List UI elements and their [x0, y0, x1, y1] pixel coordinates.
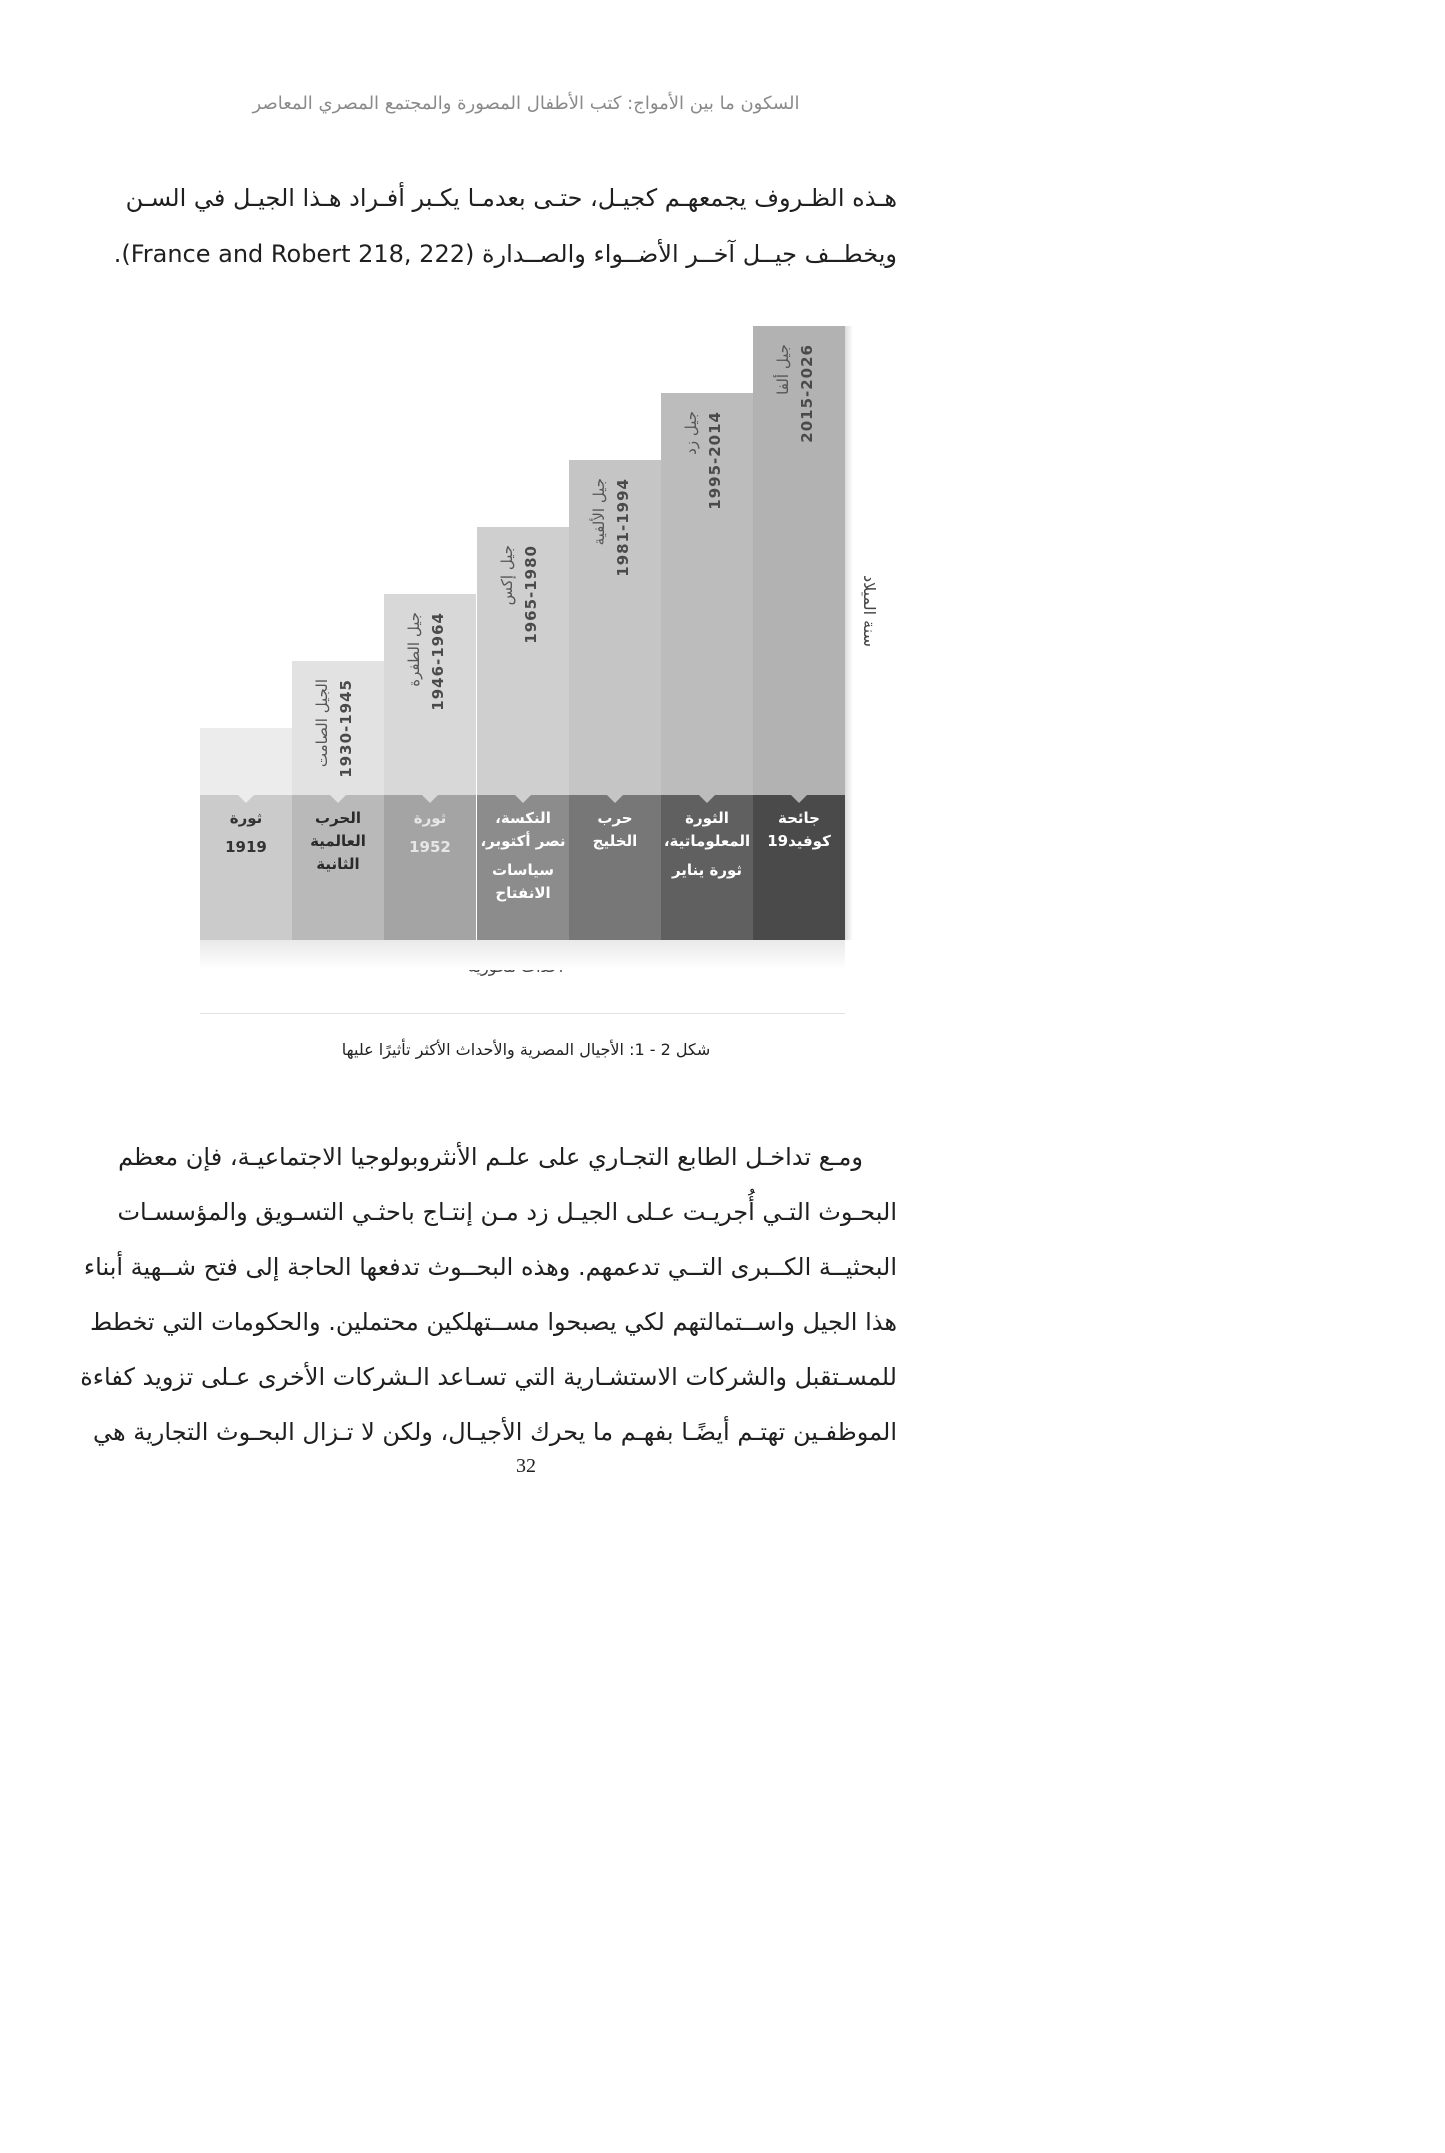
notch-marker	[607, 795, 623, 803]
event-label: نصر أكتوبر،	[480, 832, 566, 850]
event-label: الحرب	[315, 809, 361, 827]
event-label: الثانية	[316, 855, 360, 873]
generation-name: جيل إكس	[498, 545, 516, 606]
event-cell	[753, 795, 845, 940]
event-label: ثورة	[413, 809, 447, 827]
y-axis-label: سنة الميلاد	[860, 575, 879, 647]
generation-name: جيل ألفا	[774, 344, 792, 395]
generation-years: 1946-1964	[429, 612, 447, 711]
event-cell	[292, 795, 384, 940]
notch-marker	[791, 795, 807, 803]
event-label: 1952	[409, 838, 451, 856]
paragraph-line: البحـوث التـي أُجريـت عـلى الجيـل زد مـن إنتـاج باحثـي التسـويق والمؤسسـات	[117, 1198, 897, 1226]
event-label: العالمية	[310, 832, 366, 850]
running-head: السكون ما بين الأمواج: كتب الأطفال المصورة والمجتمع المصري المعاصر	[252, 93, 800, 114]
event-label: ثورة يناير	[671, 861, 743, 879]
event-label: حرب	[597, 809, 633, 827]
event-label: الخليج	[592, 832, 638, 850]
event-label: النكسة،	[495, 809, 551, 827]
event-label: جائحة	[778, 809, 820, 827]
notch-marker	[330, 795, 346, 803]
generation-years: 1965-1980	[522, 545, 540, 644]
event-label: المعلوماتية،	[663, 832, 751, 850]
figure-side-shadow	[845, 326, 853, 940]
notch-marker	[515, 795, 531, 803]
paragraph-line: للمسـتقبل والشركات الاستشـارية التي تسـاعد الـشركات الأخرى عـلى تزويد كفاءة	[80, 1363, 897, 1391]
generation-name: جيل الألفية	[590, 478, 608, 546]
event-label: الثورة	[685, 809, 729, 827]
paragraph-line: ومـع تداخـل الطابع التجـاري على علـم الأنثروبولوجيا الاجتماعيـة، فإن معظم	[118, 1143, 863, 1171]
generation-name: الجيل الصامت	[313, 679, 331, 768]
generation-name: جيل الطفرة	[405, 612, 423, 687]
event-label: 1919	[225, 838, 267, 856]
event-label: سياسات	[492, 861, 554, 879]
generation-years: 1981-1994	[614, 478, 632, 577]
event-cell	[477, 795, 569, 940]
event-cell	[661, 795, 753, 940]
paragraph-line: البحثيــة الكــبرى التــي تدعمهم. وهذه البحــوث تدفعها الحاجة إلى فتح شــهية أبناء	[83, 1253, 897, 1281]
event-cell	[569, 795, 661, 940]
paragraph-1	[113, 170, 897, 282]
caption-rule	[200, 1013, 845, 1014]
generation-years: 1930-1945	[337, 679, 355, 778]
notch-marker	[238, 795, 254, 803]
event-cell	[200, 795, 292, 940]
notch-marker	[422, 795, 438, 803]
generation-name: جيل زد	[682, 411, 700, 455]
paragraph-line: هذا الجيل واســتمالتهم لكي يصبحوا مســتهلكين محتملين. والحكومات التي تخطط	[89, 1308, 897, 1336]
figure-caption: شكل 2 - 1: الأجيال المصرية والأحداث الأكثر تأثيرًا عليها	[341, 1040, 711, 1059]
generation-column	[200, 728, 292, 795]
page-number: 32	[516, 1455, 536, 1477]
event-label: ثورة	[229, 809, 263, 827]
paragraph-line: ويخطــف جيــل آخــر الأضــواء والصــدارة (France and Robert 218, 222).	[113, 240, 897, 268]
figure-shadow	[200, 940, 845, 970]
paragraph-line: هـذه الظـروف يجمعهـم كجيـل، حتـى بعدمـا يكـبر أفـراد هـذا الجيـل في السـن	[125, 184, 897, 212]
generation-years: 1995-2014	[706, 411, 724, 510]
generation-years: 2015-2026	[798, 344, 816, 443]
event-label: كوفيد19	[767, 832, 831, 850]
event-cell	[384, 795, 476, 940]
event-label: الانفتاح	[495, 884, 551, 902]
paragraph-2	[80, 1130, 897, 1460]
notch-marker	[699, 795, 715, 803]
paragraph-line: الموظفـين تهتـم أيضًـا بفهـم ما يحرك الأجيـال، ولكن لا تـزال البحـوث التجارية هي	[92, 1418, 897, 1446]
